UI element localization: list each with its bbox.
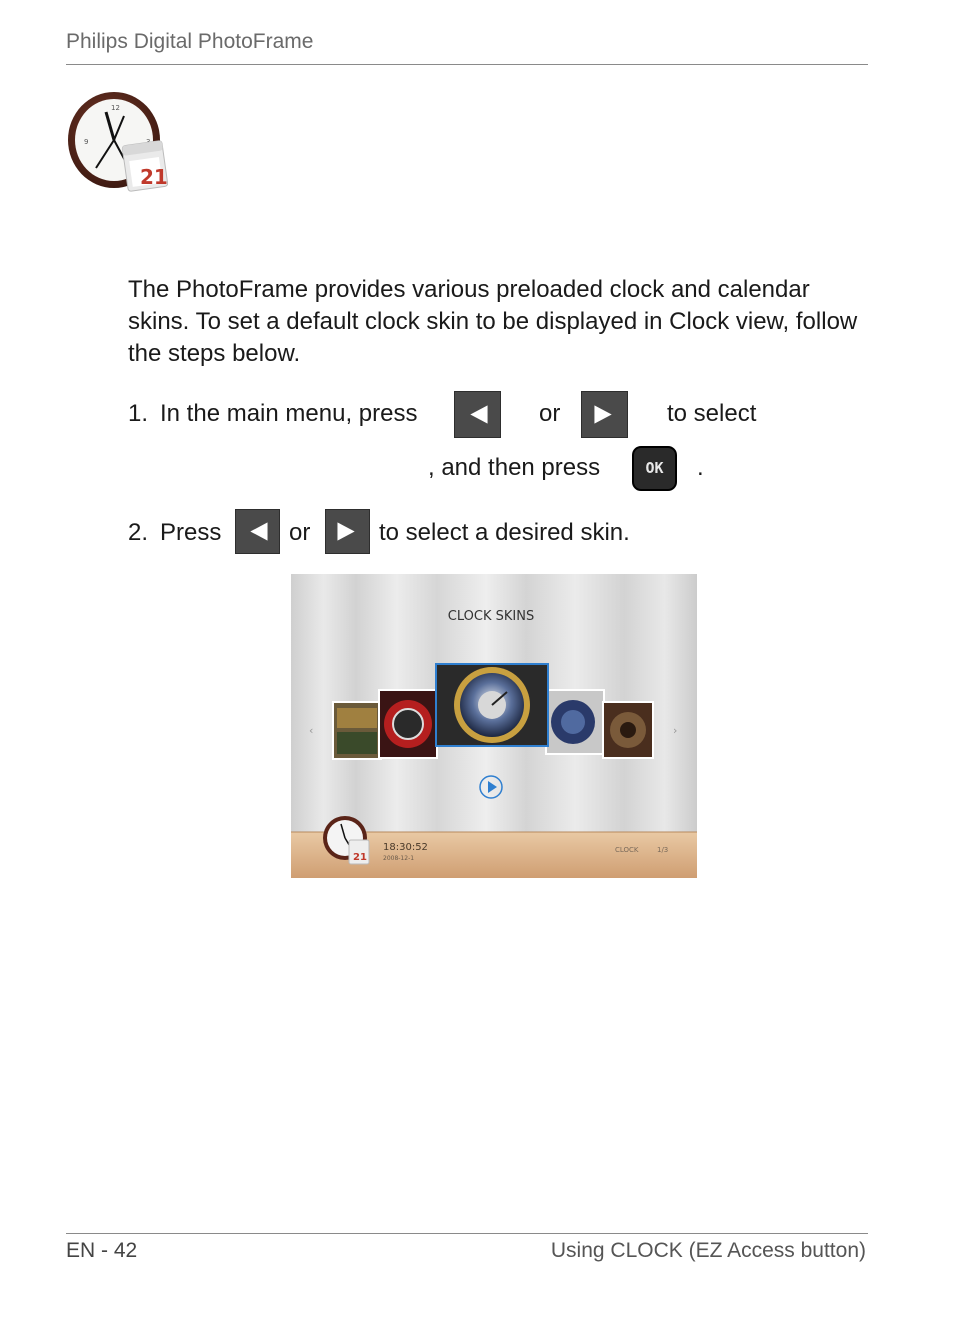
step2-number: 2.: [128, 519, 149, 546]
screenshot-page: 1/3: [657, 846, 669, 854]
screenshot-mode: CLOCK: [615, 846, 639, 854]
screenshot-date: 2008-12-1: [383, 855, 415, 862]
footer-rule: [66, 1233, 868, 1234]
small-calendar-day: 21: [353, 852, 367, 863]
skin-thumbnail-selected: [436, 664, 548, 746]
clock-skins-screenshot: [291, 574, 697, 878]
intro-paragraph: The PhotoFrame provides various preloaded clock and calendar skins. To set a default clock skin to be displayed in Clock view, follow the steps below.: [128, 276, 858, 367]
carousel-right-chevron-icon: ›: [673, 724, 678, 737]
left-arrow-key-icon: [235, 509, 280, 554]
step1-text-a: In the main menu, press: [160, 400, 418, 427]
left-arrow-key-icon: [454, 391, 501, 438]
footer-page-number: EN - 42: [66, 1239, 138, 1262]
skin-thumbnail: [379, 690, 437, 758]
clock-calendar-icon: [66, 88, 168, 196]
header-title: Philips Digital PhotoFrame: [66, 30, 314, 53]
svg-text:12: 12: [111, 104, 120, 112]
step2-or: or: [289, 519, 311, 546]
carousel-left-chevron-icon: ‹: [309, 724, 314, 737]
screenshot-time: 18:30:52: [383, 842, 428, 853]
step1-number: 1.: [128, 400, 149, 427]
header-rule: [66, 64, 868, 65]
step1-text-b: to select: [667, 400, 757, 427]
footer-section-title: Using CLOCK (EZ Access button): [550, 1239, 866, 1262]
skin-thumbnail: [603, 702, 653, 758]
step1-text-c: , and then press: [428, 454, 601, 481]
right-arrow-key-icon: [325, 509, 370, 554]
step1-period: .: [697, 454, 704, 481]
step2-text: to select a desired skin.: [379, 519, 630, 546]
screenshot-title: CLOCK SKINS: [447, 609, 535, 624]
right-arrow-key-icon: [581, 391, 628, 438]
ok-key-icon: OK: [632, 446, 677, 491]
calendar-day: 21: [140, 165, 168, 189]
skin-thumbnail: [546, 690, 604, 754]
skin-thumbnail: [333, 702, 381, 759]
svg-text:9: 9: [84, 138, 89, 146]
step2-press: Press: [160, 519, 222, 546]
step1-or: or: [539, 400, 561, 427]
